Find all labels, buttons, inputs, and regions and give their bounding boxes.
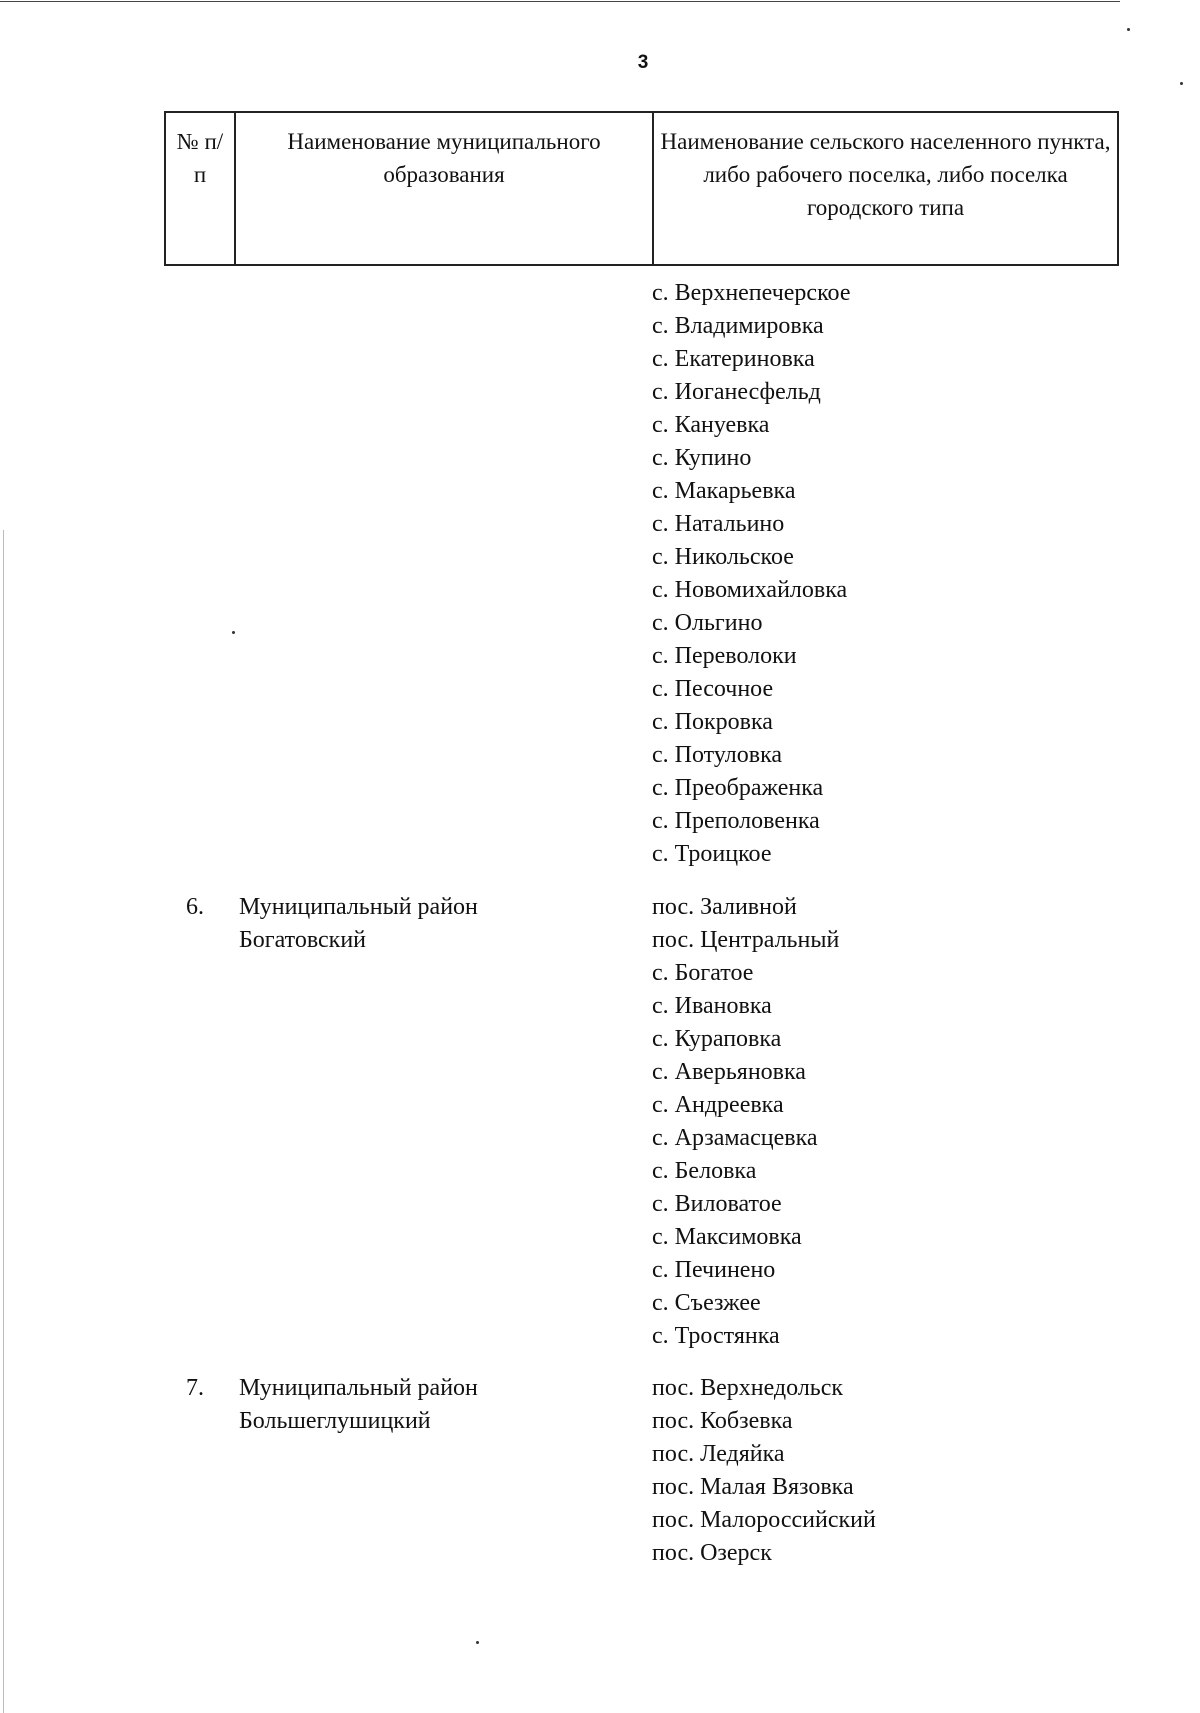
list-item: с. Ивановка [652, 993, 772, 1019]
list-item: с. Екатериновка [652, 346, 815, 372]
list-item: пос. Центральный [652, 927, 840, 953]
list-item: с. Макарьевка [652, 478, 796, 504]
list-item: с. Тростянка [652, 1323, 780, 1349]
list-item: с. Максимовка [652, 1224, 802, 1250]
scan-speck [232, 631, 235, 634]
list-item: пос. Малороссийский [652, 1507, 876, 1533]
settlement-list [652, 1372, 876, 1570]
list-item: пос. Ледяйка [652, 1441, 785, 1467]
list-item: с. Печинено [652, 1257, 776, 1283]
municipality-name [239, 891, 579, 957]
page-number: 3 [637, 52, 649, 73]
list-item: с. Верхнепечерское [652, 280, 851, 306]
municipality-name [239, 1372, 579, 1438]
settlement-list [652, 891, 839, 1353]
list-item: с. Ольгино [652, 610, 763, 636]
municipality-name-line: Большеглушицкий [239, 1408, 431, 1434]
list-item: с. Преполовенка [652, 808, 820, 834]
list-item: с. Арзамасцевка [652, 1125, 818, 1151]
header-col-municipality: Наименование муниципального образования [235, 112, 653, 265]
settlement-list-continuation [652, 277, 850, 871]
list-item: с. Преображенка [652, 775, 824, 801]
row-number: 6. [186, 894, 204, 920]
list-item: с. Андреевка [652, 1092, 784, 1118]
list-item: с. Потуловка [652, 742, 783, 768]
list-item: с. Троицкое [652, 841, 772, 867]
list-item: с. Съезжее [652, 1290, 761, 1316]
list-item: с. Беловка [652, 1158, 757, 1184]
left-scan-border [3, 530, 4, 1713]
list-item: пос. Озерск [652, 1540, 772, 1566]
list-item: с. Песочное [652, 676, 774, 702]
list-item: с. Кураповка [652, 1026, 782, 1052]
list-item: с. Иоганесфельд [652, 379, 821, 405]
list-item: пос. Малая Вязовка [652, 1474, 854, 1500]
list-item: с. Кануевка [652, 412, 770, 438]
list-item: с. Аверьяновка [652, 1059, 806, 1085]
table-header [164, 111, 1119, 266]
municipality-name-line: Богатовский [239, 927, 367, 953]
list-item: с. Купино [652, 445, 752, 471]
list-item: с. Натальино [652, 511, 785, 537]
municipality-name-line: Муниципальный район [239, 1375, 478, 1401]
municipality-name-line: Муниципальный район [239, 894, 478, 920]
scan-speck [1127, 28, 1130, 31]
header-col-number: № п/п [165, 112, 235, 265]
list-item: пос. Кобзевка [652, 1408, 793, 1434]
list-item: с. Переволоки [652, 643, 797, 669]
list-item: с. Виловатое [652, 1191, 782, 1217]
scan-speck [1180, 82, 1183, 85]
header-col-settlement: Наименование сельского населенного пункта, либо рабочего поселка, либо поселка городского типа [653, 112, 1118, 265]
list-item: пос. Верхнедольск [652, 1375, 844, 1401]
list-item: с. Новомихайловка [652, 577, 848, 603]
scan-speck [476, 1641, 479, 1644]
row-number: 7. [186, 1375, 204, 1401]
list-item: с. Владимировка [652, 313, 824, 339]
list-item: с. Никольское [652, 544, 794, 570]
top-scan-border [0, 1, 1120, 2]
list-item: с. Богатое [652, 960, 754, 986]
list-item: пос. Заливной [652, 894, 797, 920]
list-item: с. Покровка [652, 709, 773, 735]
